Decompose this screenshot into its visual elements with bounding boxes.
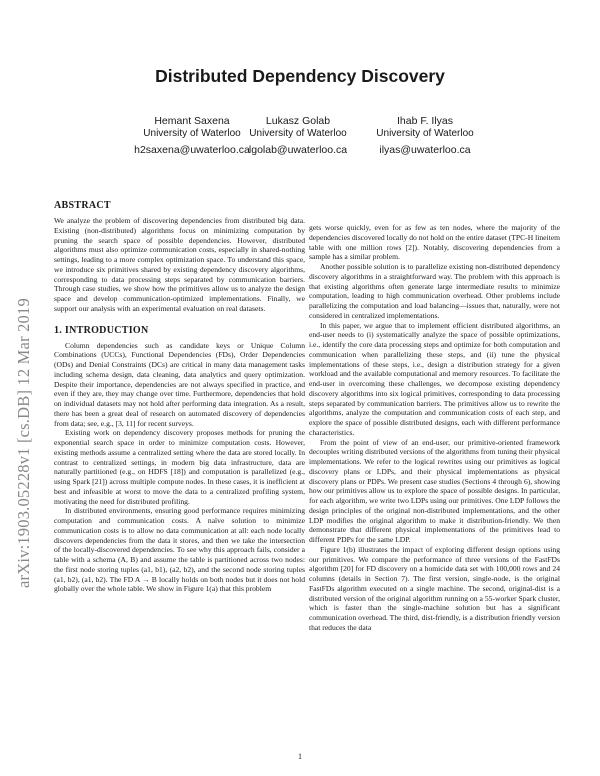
body-paragraph: In distributed environments, ensuring good performance requires minimizing computation and communication costs. A naïve solution to minimize communication costs is to allow no data communication at all: each node locally discovers dependencies from the data it stores, and then we take the intersection of the locally-discovered dependencies. To see why this approach fails, consider a table with a schema (A, B) and assume the table is partitioned across two nodes: the first node storing tuples (a1, b1), (a2, b2), and the second node storing tuples (a1, b2), (a1, b2). The FD A → B locally holds on both nodes but it does not hold globally over the whole table. We show in Figure 1(a) that this problem [54,506,305,594]
author-email: h2saxena@uwaterloo.ca [134,144,250,156]
paper-title: Distributed Dependency Discovery [155,66,445,86]
author-name: Hemant Saxena [154,115,230,127]
body-paragraph: Another possible solution is to parallelize existing non-distributed dependency discovery algorithms in a straightforward way. The problem with this approach is that existing algorithms often generate large intermediate results to minimize computation, leading to high communication overhead. Other problems include parallelizing the computation and load balancing—issues that, naturally, were not considered in centralized implementations. [309,262,560,320]
body-paragraph: Column dependencies such as candidate keys or Unique Column Combinations (UCCs), Functional Dependencies (FDs), Order Dependencies (ODs) and Denial Constraints (DCs) are critical in many data management tasks including schema design, data cleaning, data analytics and query optimization. Despite their importance, dependencies are not always specified in practice, and even if they are, they may change over time. Furthermore, dependencies that hold on individual datasets may not hold after performing data integration. As a result, there has been a great deal of research on automated discovery of dependencies from data; see, e.g., [3, 11] for recent surveys. [54,340,305,428]
author-affiliation: University of Waterloo [143,128,241,139]
introduction-heading: 1. INTRODUCTION [54,324,149,336]
author-email: lgolab@uwaterloo.ca [248,144,348,156]
author-affiliation: University of Waterloo [249,128,347,139]
body-paragraph: In this paper, we argue that to implement efficient distributed algorithms, an end-user needs to (i) systematically analyze the space of possible optimizations, i.e., identify the core data processing steps and optimize for both computation and communication when parallelizing these steps, and (ii) tune the physical implementations of these steps, i.e., design a distribution strategy for a given workload and the available computational and memory resources. To facilitate the end-user in overcoming these challenges, we decompose existing dependency discovery algorithms into six logical primitives, corresponding to data processing steps separated by communication barriers. The primitives allow us to rewrite the algorithms, analyze the computation and communication costs of each step, and explore the space of possible distributed designs, each with different performance characteristics. [309,320,560,437]
body-paragraph: Figure 1(b) illustrates the impact of exploring different design options using our primitives. We compare the performance of three versions of the FastFDs algorithm [20] for FD discovery on a homicide data set with 100,000 rows and 24 columns (details in Section 7). The first version, single-node, is the original FastFDs algorithm executed on a single machine. The second, original-dist is a distributed version of the original algorithm running on a 55-worker Spark cluster, which is faster than the single-machine solution but has a significant communication overhead. The third, dist-friendly, is a distribution friendly version that reduces the data [309,544,560,632]
author-email: ilyas@uwaterloo.ca [379,144,471,156]
abstract-heading: ABSTRACT [54,200,111,211]
body-paragraph: Existing work on dependency discovery proposes methods for pruning the exponential search space in order to minimize computation costs. However, existing methods assume a centralized setting where the data are stored locally. In contrast to centralized settings, in modern big data infrastructure, data are naturally partitioned (e.g., on HDFS [18]) and computation is parallelized (e.g., using Spark [21]) across multiple compute nodes. In these cases, it is inefficient at best and infeasible at worst to move the data to a centralized profiling system, motivating the need for distributed profiling. [54,428,305,506]
page-number: 1 [298,752,302,761]
arxiv-stamp: arXiv:1903.05228v1 [cs.DB] 12 Mar 2019 [14,298,33,588]
abstract-text: We analyze the problem of discovering dependencies from distributed big data. Existing (non-distributed) algorithms focus on minimizing computation by pruning the search space of possible dependencies. However, distributed algorithms must also optimize communication costs, especially in shared-nothing settings, leading to a more complex optimization space. To understand this space, we introduce six primitives shared by existing dependency discovery algorithms, corresponding to data processing steps separated by communication barriers. Through case studies, we show how the primitives allow us to analyze the design space and develop communication-optimized implementations. Finally, we support our analysis with an experimental evaluation on real datasets. [54,216,305,313]
author-name: Ihab F. Ilyas [396,115,454,127]
body-paragraph: From the point of view of an end-user, our primitive-oriented framework decouples writing distributed versions of the algorithms from tuning their physical implementations. We refer to the logical rewrites using our primitives as logical discovery plans or LDPs, and their physical implementations as physical discovery plans or PDPs. We present case studies (Sections 4 through 6), showing how our primitives allow us to explore the space of possible designs. In particular, for each algorithm, we write two LDPs using our primitives. One LDP follows the design principles of the original non-distributed implementations, and the other LDP modifies the original algorithm to make it distribution-friendly. We then demonstrate that different physical implementations of the primitives lead to different PDPs for the same LDP. [309,437,560,544]
author-affiliation: University of Waterloo [376,128,474,139]
body-paragraph: gets worse quickly, even for as few as ten nodes, where the majority of the dependencies discovered locally do not hold on the entire dataset (TPC-H lineitem table with one million rows [2]). Notably, discovering dependencies from a sample has a similar problem. [309,223,560,262]
right-column [309,223,560,633]
author-block [330,114,520,158]
author-name: Lukasz Golab [265,115,331,127]
left-column [54,196,305,594]
